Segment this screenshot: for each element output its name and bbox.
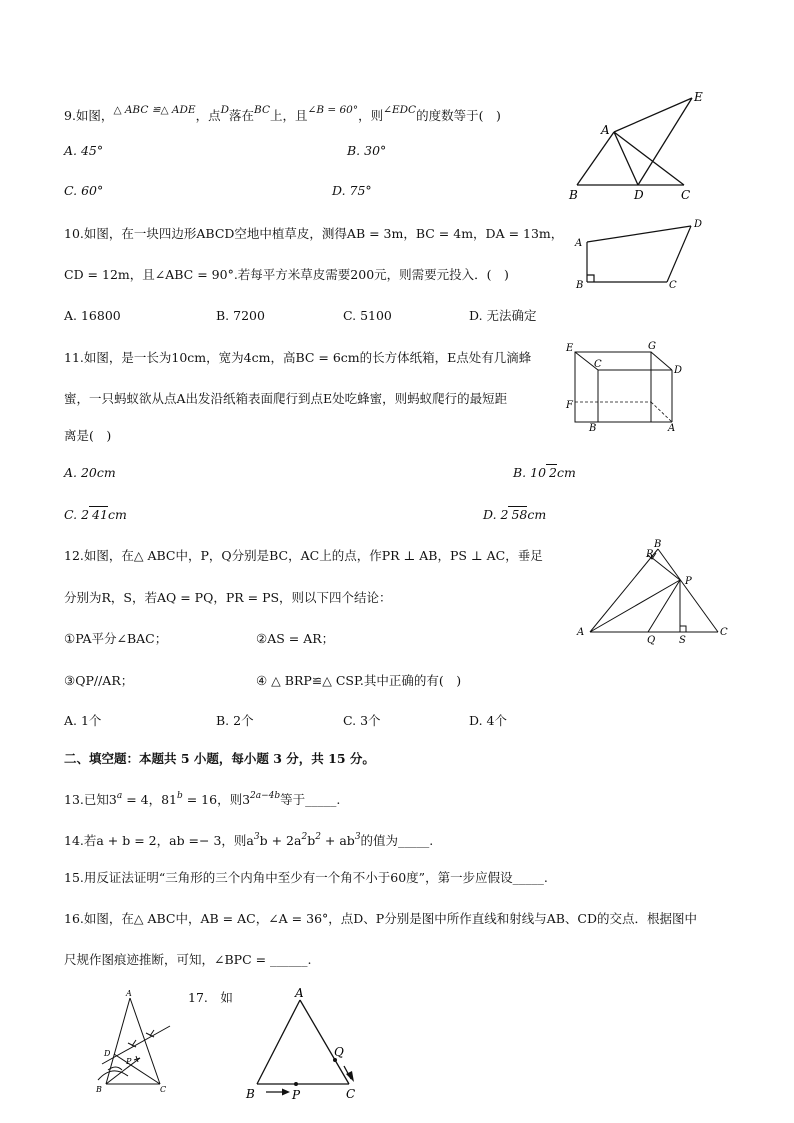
q11-label-a: A [668,423,676,434]
q17-label-p: P [292,1088,301,1102]
q12-figure [572,538,737,648]
q9-option-c[interactable]: C. 60° [64,183,104,198]
q10-option-b[interactable]: B. 7200 [216,308,265,323]
q10-label-a: A [575,238,583,249]
q9-label-e: E [694,90,703,104]
q17-label-b: B [246,1087,255,1101]
q10-line2: CD = 12m，且∠ABC = 90°.若每平方米草皮需要200元，则需要元投入．( ) [64,267,509,282]
section-2-heading: 二、填空题：本题共 5 小题，每小题 3 分，共 15 分。 [64,751,375,766]
q12-label-c: C [720,627,728,638]
q12-conclusion-4: ④ △ BRP≌△ CSP.其中正确的有( ) [256,673,462,688]
q17-figure [240,986,370,1104]
q11-label-g: G [648,341,656,352]
q11-option-b[interactable]: B. 10 2cm [513,465,576,480]
q11-label-f: F [566,400,573,411]
q9-label-c: C [681,188,691,202]
q13-stem: 13.已知$3^a = 4$，$81^b = 16$，则$3^{2a-4b}$等于_____. [64,791,341,807]
q12-option-d[interactable]: D. 4个 [469,713,507,728]
q15-stem: 15.用反证法证明“三角形的三个内角中至少有一个角不小于60度”，第一步应假设_____. [64,870,548,885]
q11-line2: 蜜，一只蚂蚁欲从点A出发沿纸箱表面爬行到点E处吃蜂蜜，则蚂蚁爬行的最短距 [64,391,508,406]
q9-label-b: B [569,188,578,202]
q16-line2: 尺规作图痕迹推断，可知，∠BPC = ______. [64,952,312,967]
q9-option-b[interactable]: B. 30° [347,143,387,158]
q16-label-b: B [96,1085,102,1094]
q11-option-a[interactable]: A. 20cm [64,465,116,480]
q10-label-b: B [576,280,584,291]
q11-option-c[interactable]: C. 2 41cm [64,507,127,522]
q16-label-c: C [160,1085,167,1094]
q17-label-a: A [295,986,304,1000]
q9-label-d: D [634,188,644,202]
q12-option-b[interactable]: B. 2个 [216,713,254,728]
q10-option-a[interactable]: A. 16800 [64,308,121,323]
q11-label-d: D [674,365,683,376]
q17-label-q: Q [334,1045,344,1059]
q12-option-a[interactable]: A. 1个 [64,713,102,728]
q12-option-c[interactable]: C. 3个 [343,713,381,728]
q16-line1: 16.如图，在△ ABC中，AB = AC，∠A = 36°，点D、P分别是图中所作直线和射线与AB、CD的交点．根据图中 [64,911,698,926]
q11-label-c: C [594,359,602,370]
q10-line1: 10.如图，在一块四边形ABCD空地中植草皮，测得AB = 3m，BC = 4m，DA = 13m， [64,226,564,241]
q16-label-p: P [126,1057,132,1066]
q10-figure [570,215,720,295]
q9-label-a: A [601,123,610,137]
q17-stem: 17. 如 [188,990,233,1005]
q12-label-p: P [685,576,692,587]
q10-option-d[interactable]: D. 无法确定 [469,308,537,323]
q11-label-b: B [589,423,597,434]
q12-label-s: S [679,635,686,646]
q11-option-d[interactable]: D. 2 58cm [483,507,547,522]
q10-label-c: C [669,280,677,291]
q11-line1: 11.如图，是一长为10cm，宽为4cm，高BC = 6cm的长方体纸箱，E点处有几滴蜂 [64,350,532,365]
q12-label-r: R [646,549,654,560]
q17-label-c: C [346,1087,356,1101]
q12-conclusion-3: ③QP//AR； [64,673,134,688]
q12-line2: 分别为R，S，若AQ = PQ，PR = PS，则以下四个结论： [64,590,392,605]
q16-label-a: A [126,989,132,998]
q9-option-a[interactable]: A. 45° [64,143,104,158]
q10-option-c[interactable]: C. 5100 [343,308,392,323]
q9-stem: 9.如图，$^{\triangle ABC ≌\triangle ADE}$，点$^D$落在$^{BC}$上，且$^{\angle B = 60^\circ}$，则$^{\angle EDC}$的度数等于( ) [64,104,501,123]
q12-label-b: B [654,539,662,550]
q11-line3: 离是( ) [64,428,112,443]
q16-label-d: D [104,1049,111,1058]
q10-label-d: D [694,219,703,230]
q12-line1: 12.如图，在△ ABC中，P，Q分别是BC，AC上的点，作PR ⊥ AB，PS ⊥ AC，垂足 [64,548,543,563]
q12-conclusion-2: ②AS = AR； [256,631,335,646]
q9-option-d[interactable]: D. 75° [332,183,372,198]
q14-stem: 14.若a + b = 2，ab =− 3，则$a^3b + 2a^2b^2 + ab^3$的值为_____. [64,832,434,848]
q16-figure [92,988,182,1100]
q12-conclusion-1: ①PA平分∠BAC； [64,631,168,646]
q11-figure [562,340,692,435]
q11-label-e: E [566,343,574,354]
q12-label-a: A [577,627,585,638]
q9-figure [560,88,720,203]
q12-label-q: Q [647,635,656,646]
